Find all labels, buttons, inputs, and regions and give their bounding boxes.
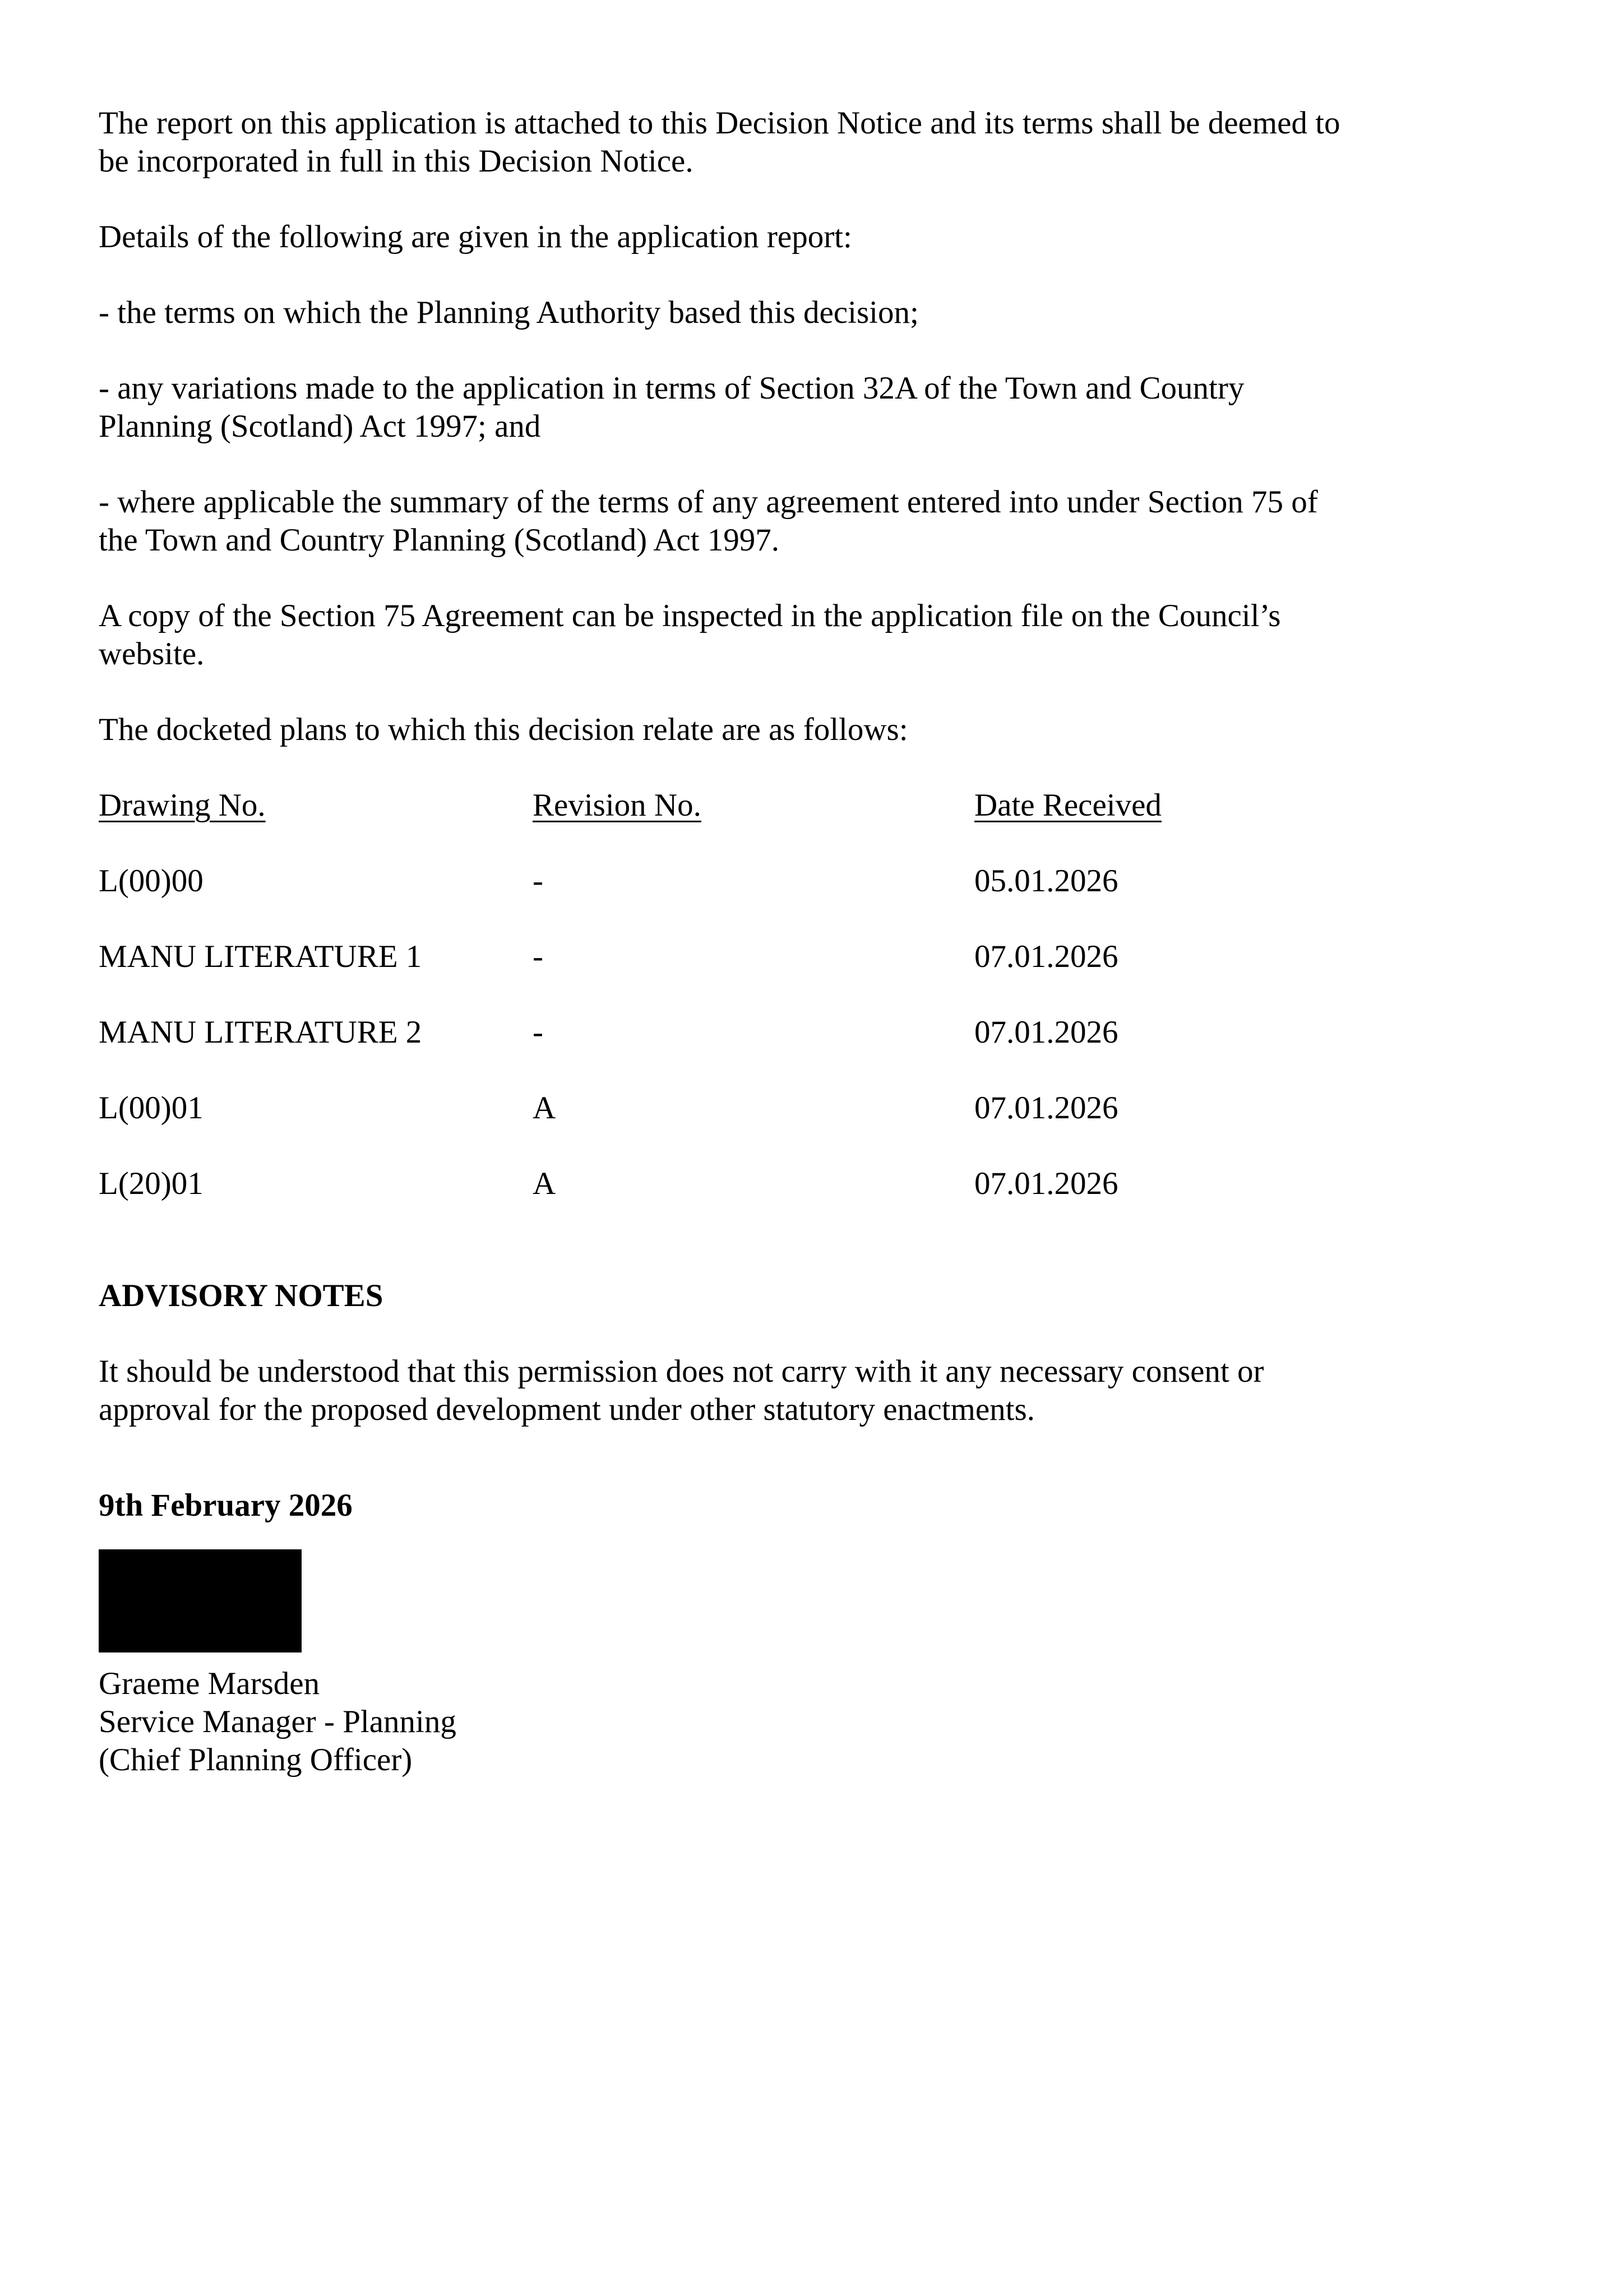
drawing-no-cell: MANU LITERATURE 2 [99,1015,422,1050]
table-row [99,938,1255,1013]
drawing-no-cell: MANU LITERATURE 1 [99,939,422,974]
text-line: The report on this application is attached to this Decision Notice and its terms shall be deemed to [99,105,1340,141]
date-received-cell: 07.01.2026 [974,1015,1118,1050]
drawing-no-cell: L(00)00 [99,863,204,899]
text-line: the Town and Country Planning (Scotland) Act 1997. [99,522,780,558]
signatory-block [99,1665,1444,1779]
revision-no-cell: A [533,1090,556,1126]
details-item-agreement [99,483,1444,559]
details-item-terms: - the terms on which the Planning Authority based this decision; [99,295,919,330]
table-header-row [99,786,1255,862]
details-intro-paragraph: Details of the following are given in the application report: [99,219,852,254]
decision-notice-page [99,104,1444,1779]
text-line: - where applicable the summary of the terms of any agreement entered into under Section 75 of [99,484,1318,520]
revision-no-cell: A [533,1166,556,1201]
docketed-plans-table [99,786,1255,1240]
decision-date: 9th February 2026 [99,1488,353,1523]
text-line: A copy of the Section 75 Agreement can be inspected in the application file on the Council’s [99,598,1281,633]
text-line: Planning (Scotland) Act 1997; and [99,409,541,444]
drawing-no-cell: L(00)01 [99,1090,204,1126]
date-received-cell: 07.01.2026 [974,1090,1118,1126]
docketed-plans-intro: The docketed plans to which this decision relate are as follows: [99,712,908,747]
redacted-signature [99,1549,302,1652]
text-line: website. [99,636,205,672]
advisory-notes-heading: ADVISORY NOTES [99,1278,383,1313]
date-received-cell: 07.01.2026 [974,939,1118,974]
drawing-no-cell: L(20)01 [99,1166,204,1201]
revision-no-cell: - [533,1015,543,1050]
date-received-cell: 07.01.2026 [974,1166,1118,1201]
signatory-title: Service Manager - Planning [99,1704,456,1739]
table-row [99,1013,1255,1089]
section-75-paragraph [99,597,1444,673]
advisory-notes-text [99,1353,1444,1429]
date-received-cell: 05.01.2026 [974,863,1118,899]
text-line: - any variations made to the application in terms of Section 32A of the Town and Country [99,371,1245,406]
column-header-drawing-no: Drawing No. [99,788,266,823]
column-header-revision-no: Revision No. [533,788,701,823]
text-line: It should be understood that this permission does not carry with it any necessary consent or [99,1354,1264,1389]
table-row [99,1089,1255,1165]
signatory-name: Graeme Marsden [99,1666,320,1701]
revision-no-cell: - [533,863,543,899]
text-line: approval for the proposed development under other statutory enactments. [99,1392,1035,1427]
details-item-variations [99,369,1444,446]
table-row [99,862,1255,938]
column-header-date-received: Date Received [974,788,1162,823]
table-row [99,1165,1255,1240]
revision-no-cell: - [533,939,543,974]
signatory-role: (Chief Planning Officer) [99,1742,413,1777]
report-attachment-paragraph [99,104,1444,180]
text-line: be incorporated in full in this Decision Notice. [99,144,693,179]
